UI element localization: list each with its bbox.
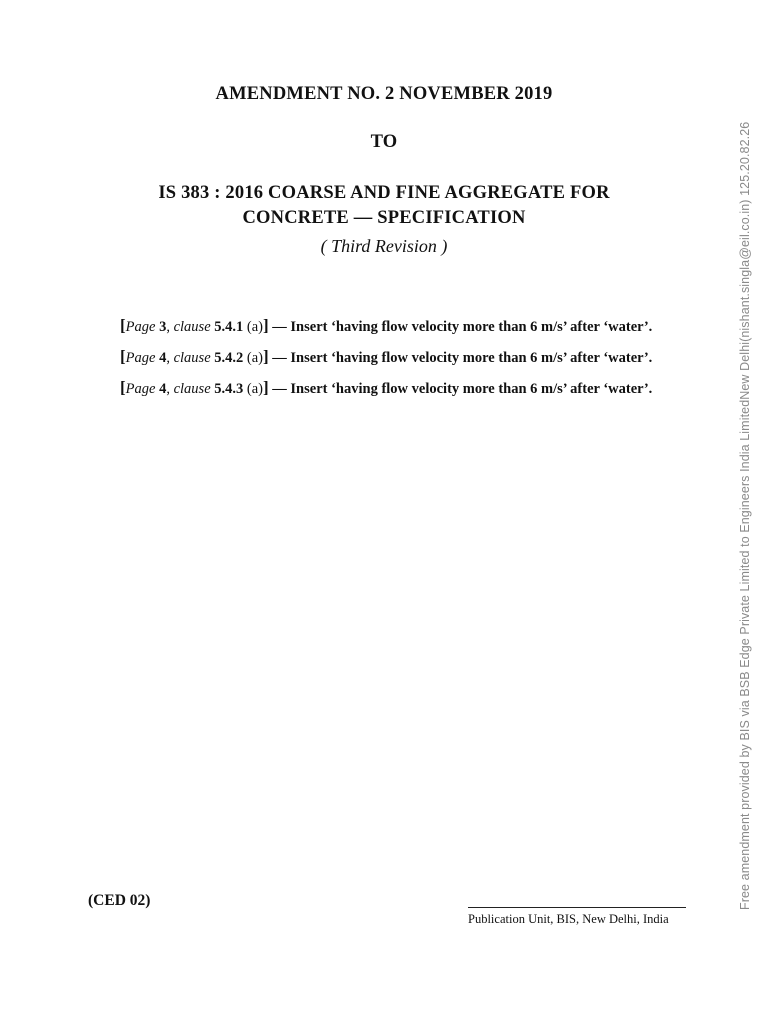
open-bracket: [ <box>120 347 126 366</box>
clause-sub: (a) <box>246 319 263 335</box>
clause-number: 5.4.2 <box>214 350 244 366</box>
clause-word: clause <box>173 319 211 335</box>
standard-title-line-2: CONCRETE — SPECIFICATION <box>242 208 526 228</box>
clause-text: — Insert ‘having flow velocity more than 6 m/s’ after ‘water’. <box>272 350 653 366</box>
clause-word: clause <box>173 350 211 366</box>
publication-divider <box>468 907 686 908</box>
amendment-title: AMENDMENT NO. 2 NOVEMBER 2019 <box>215 84 553 104</box>
publication-unit: Publication Unit, BIS, New Delhi, India <box>468 912 669 926</box>
page-number: 4 <box>159 381 167 397</box>
open-bracket: [ <box>120 316 126 335</box>
page-number: 3 <box>159 319 167 335</box>
page-word: Page <box>125 350 156 366</box>
close-bracket: ] <box>262 316 269 335</box>
revision-label: ( Third Revision ) <box>320 236 448 256</box>
standard-title-line-1: IS 383 : 2016 COARSE AND FINE AGGREGATE FOR <box>158 183 610 203</box>
page-number: 4 <box>159 350 167 366</box>
clause-item <box>88 347 683 369</box>
standard-title <box>60 181 708 231</box>
clause-text: — Insert ‘having flow velocity more than 6 m/s’ after ‘water’. <box>272 381 653 397</box>
committee-code: (CED 02) <box>88 892 151 909</box>
clause-sub: (a) <box>246 381 263 397</box>
license-watermark: Free amendment provided by BIS via BSB Edge Private Limited to Engineers India LimitedNew Delhi(nishant.singla@eil.co.in) 125.20.82.26 <box>738 121 752 910</box>
clause-text: — Insert ‘having flow velocity more than 6 m/s’ after ‘water’. <box>272 319 653 335</box>
comma: , <box>166 350 170 366</box>
clause-number: 5.4.3 <box>214 381 244 397</box>
to-label: TO <box>370 132 398 152</box>
open-bracket: [ <box>120 378 126 397</box>
clause-item <box>88 378 683 400</box>
close-bracket: ] <box>262 347 269 366</box>
clause-sub: (a) <box>246 350 263 366</box>
page-word: Page <box>125 381 156 397</box>
comma: , <box>166 381 170 397</box>
close-bracket: ] <box>262 378 269 397</box>
clause-item <box>88 316 683 338</box>
clause-number: 5.4.1 <box>214 319 244 335</box>
clause-word: clause <box>173 381 211 397</box>
clause-list <box>88 316 683 409</box>
page-word: Page <box>125 319 156 335</box>
comma: , <box>166 319 170 335</box>
